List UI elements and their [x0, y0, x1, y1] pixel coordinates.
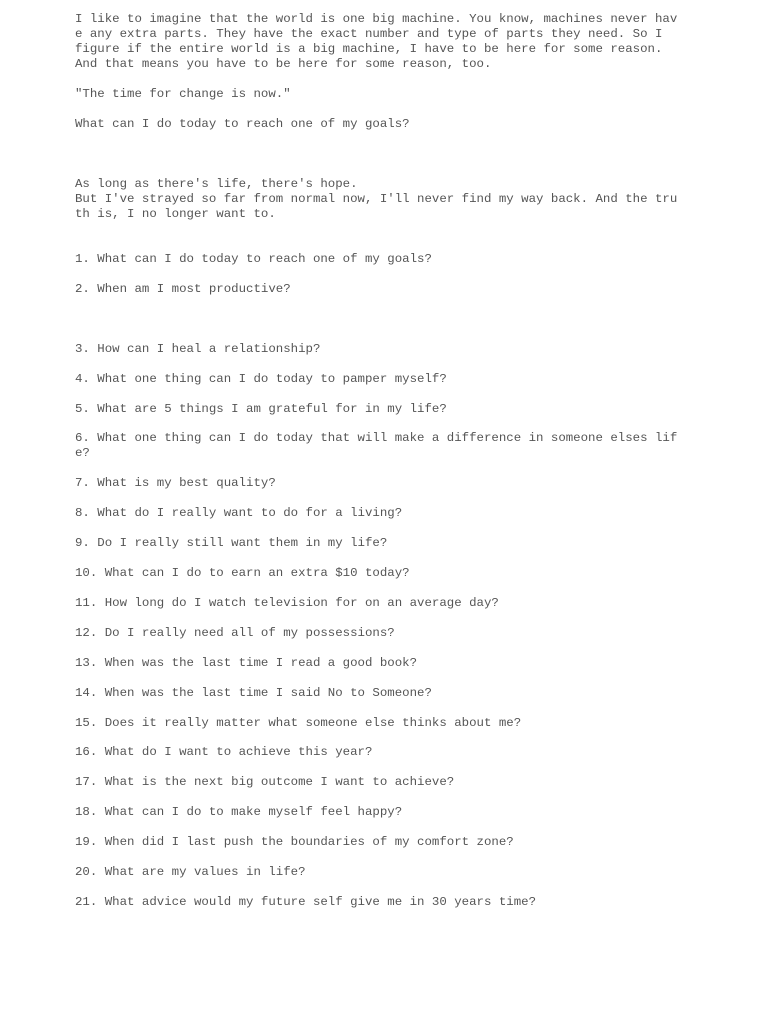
- question-list-b: [75, 342, 695, 417]
- list-item: 11. How long do I watch television for on an average day?: [75, 596, 499, 611]
- list-item: 4. What one thing can I do today to pamper myself?: [75, 371, 447, 386]
- intro-line: figure if the entire world is a big machine, I have to be here for some reason.: [75, 42, 663, 56]
- question-6: [75, 431, 695, 461]
- list-item: 20. What are my values in life?: [75, 865, 306, 880]
- list-item: 9. Do I really still want them in my life?: [75, 536, 388, 551]
- list-item: 3. How can I heal a relationship?: [75, 341, 321, 356]
- list-item: 5. What are 5 things I am grateful for in my life?: [75, 401, 447, 416]
- intro-line: And that means you have to be here for some reason, too.: [75, 57, 492, 71]
- list-item: 19. When did I last push the boundaries of my comfort zone?: [75, 835, 514, 850]
- list-item: 12. Do I really need all of my possessions?: [75, 625, 395, 640]
- list-item: 7. What is my best quality?: [75, 476, 276, 491]
- hope-line: As long as there's life, there's hope.: [75, 177, 358, 191]
- list-item-line: e?: [75, 446, 90, 461]
- intro-line: e any extra parts. They have the exact number and type of parts they need. So I: [75, 27, 663, 41]
- list-item-line: 6. What one thing can I do today that will make a difference in someone elses lif: [75, 431, 678, 446]
- intro-paragraph: [75, 12, 695, 72]
- list-item: 21. What advice would my future self give me in 30 years time?: [75, 894, 537, 909]
- list-item: 18. What can I do to make myself feel happy?: [75, 805, 403, 820]
- list-item: 8. What do I really want to do for a living?: [75, 506, 403, 521]
- cut-off-next-line: [75, 1018, 695, 1024]
- question-list-a: [75, 252, 695, 297]
- list-item: 1. What can I do today to reach one of my goals?: [75, 252, 432, 266]
- list-item: 13. When was the last time I read a good book?: [75, 655, 418, 670]
- list-item: 17. What is the next big outcome I want to achieve?: [75, 775, 455, 790]
- question-list-c: [75, 476, 695, 909]
- list-item: 16. What do I want to achieve this year?: [75, 745, 373, 760]
- list-item: 14. When was the last time I said No to Someone?: [75, 685, 432, 700]
- hope-line: th is, I no longer want to.: [75, 207, 276, 221]
- intro-line: I like to imagine that the world is one big machine. You know, machines never hav: [75, 12, 678, 26]
- hope-paragraph: [75, 177, 695, 222]
- goal-prompt: What can I do today to reach one of my goals?: [75, 117, 410, 131]
- list-item: 2. When am I most productive?: [75, 281, 291, 296]
- document-body: [75, 12, 695, 925]
- list-item: 15. Does it really matter what someone else thinks about me?: [75, 715, 522, 730]
- list-item: 10. What can I do to earn an extra $10 today?: [75, 566, 410, 581]
- change-quote: "The time for change is now.": [75, 87, 291, 101]
- hope-line: But I've strayed so far from normal now, I'll never find my way back. And the tru: [75, 192, 678, 206]
